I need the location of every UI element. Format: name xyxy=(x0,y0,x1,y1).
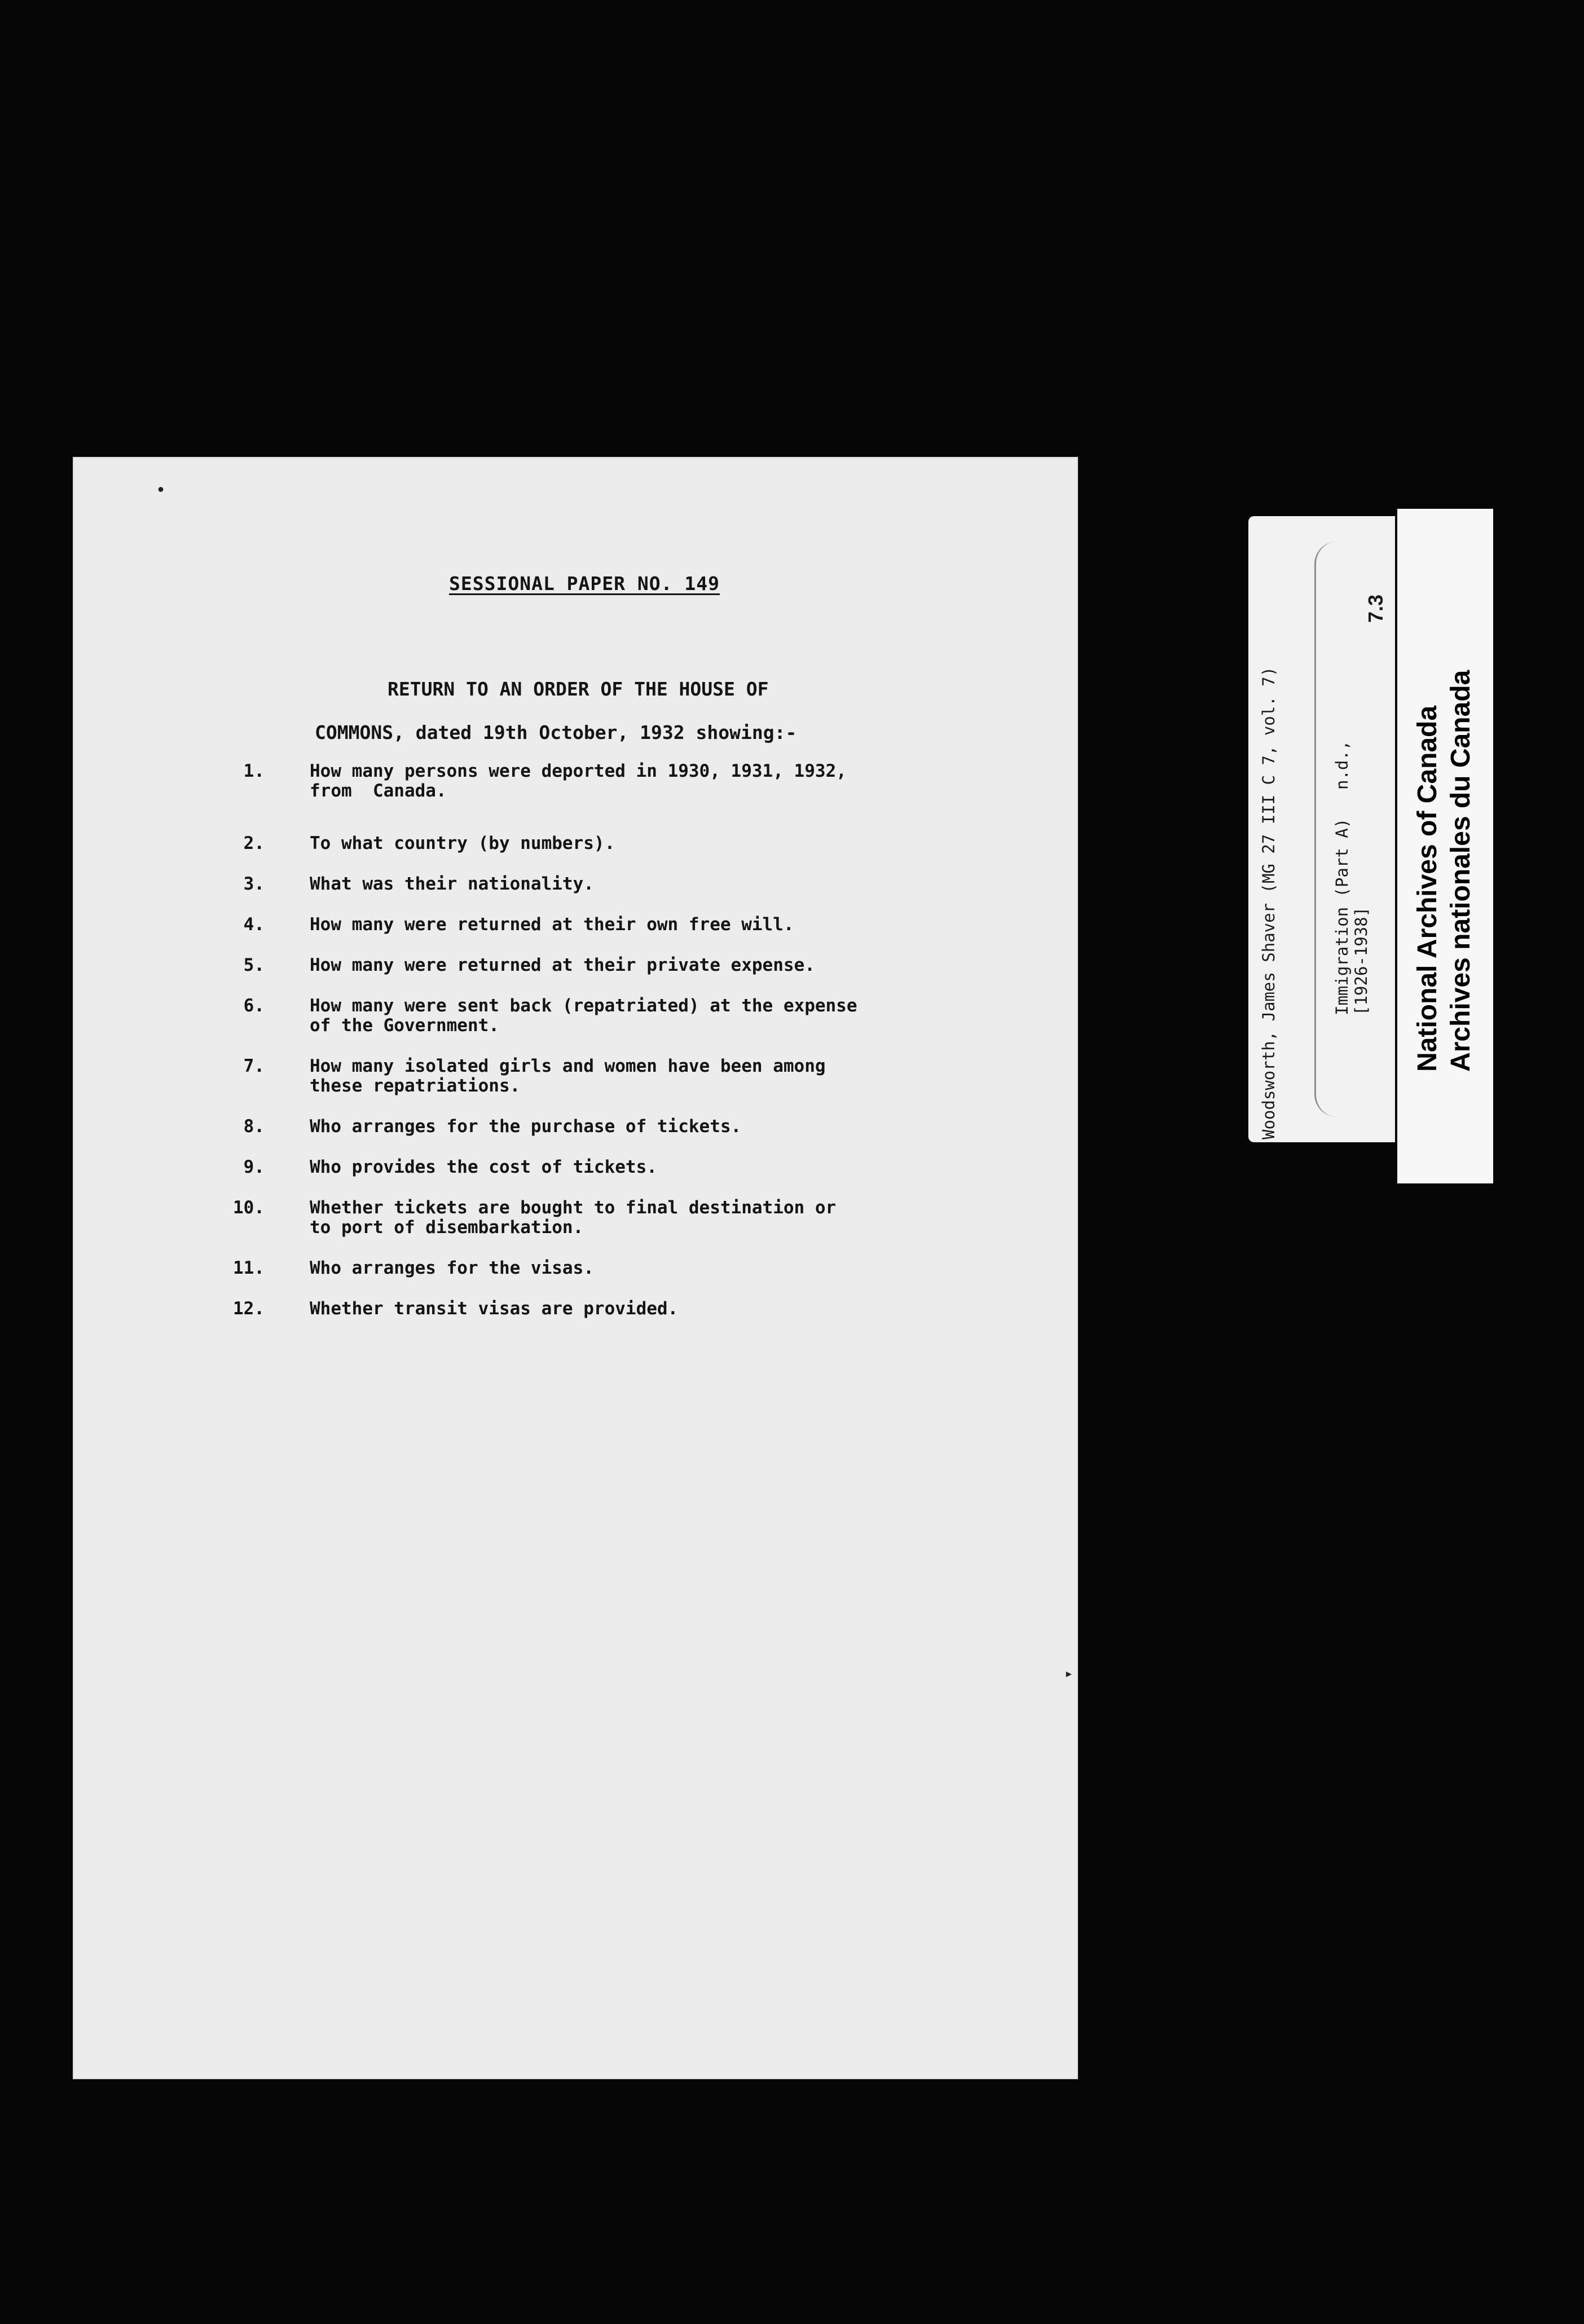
item-text: Who arranges for the visas. xyxy=(310,1258,594,1278)
ink-mark: ▸ xyxy=(1064,1665,1073,1682)
label-date-note: n.d., xyxy=(1332,740,1352,790)
item-number: 12. xyxy=(233,1299,265,1319)
intro-line-1: RETURN TO AN ORDER OF THE HOUSE OF xyxy=(388,678,769,700)
label-file: Immigration (Part A) xyxy=(1332,818,1352,1015)
list-item xyxy=(225,1157,1049,1177)
item-number: 6. xyxy=(243,996,265,1016)
stamp-text-fr: Archives nationales du Canada xyxy=(1446,670,1476,1072)
item-number: 5. xyxy=(243,955,265,975)
list-item xyxy=(225,1299,1049,1319)
item-text: Who arranges for the purchase of tickets. xyxy=(310,1116,742,1137)
list-item xyxy=(225,1117,1049,1137)
document-page xyxy=(73,457,1078,2079)
stamp-text-en: National Archives of Canada xyxy=(1413,705,1442,1072)
item-number: 10. xyxy=(233,1198,265,1218)
list-item xyxy=(225,834,1049,853)
ink-mark: • xyxy=(156,481,166,500)
item-text: Whether tickets are bought to final destination or to port of disembarkation. xyxy=(310,1198,837,1238)
item-number: 9. xyxy=(243,1157,265,1177)
item-number: 1. xyxy=(243,761,265,781)
item-number: 11. xyxy=(233,1258,265,1278)
item-text: How many were returned at their private expense. xyxy=(310,955,815,975)
list-item xyxy=(225,874,1049,894)
list-item xyxy=(225,1198,1049,1238)
label-fonds: Woodsworth, James Shaver (MG 27 III C 7, vol. 7) xyxy=(1259,666,1278,1139)
item-text: To what country (by numbers). xyxy=(310,833,615,853)
document-title: SESSIONAL PAPER NO. 149 xyxy=(449,573,720,595)
item-text: How many isolated girls and women have been among these repatriations. xyxy=(310,1056,826,1096)
list-item xyxy=(225,915,1049,935)
item-text: How many were returned at their own free will. xyxy=(310,914,794,935)
list-item xyxy=(225,1258,1049,1278)
item-number: 4. xyxy=(243,914,265,935)
item-number: 7. xyxy=(243,1056,265,1076)
question-list xyxy=(225,762,1049,1319)
list-item xyxy=(225,762,1049,801)
item-text: Whether transit visas are provided. xyxy=(310,1299,679,1319)
list-item xyxy=(225,956,1049,975)
list-item xyxy=(225,1057,1049,1096)
item-number: 8. xyxy=(243,1116,265,1137)
item-text: How many persons were deported in 1930, 1931, 1932, from Canada. xyxy=(310,761,847,801)
item-number: 3. xyxy=(243,874,265,894)
list-item xyxy=(225,996,1049,1036)
item-number: 2. xyxy=(243,833,265,853)
label-volume: 7.3 xyxy=(1364,594,1387,623)
label-dates: [1926-1938] xyxy=(1352,906,1371,1015)
intro-line-2: COMMONS, dated 19th October, 1932 showing:- xyxy=(315,721,797,743)
item-text: What was their nationality. xyxy=(310,874,594,894)
label-fold xyxy=(1314,542,1395,1117)
item-text: How many were sent back (repatriated) at the expense of the Government. xyxy=(310,996,857,1036)
item-text: Who provides the cost of tickets. xyxy=(310,1157,657,1177)
